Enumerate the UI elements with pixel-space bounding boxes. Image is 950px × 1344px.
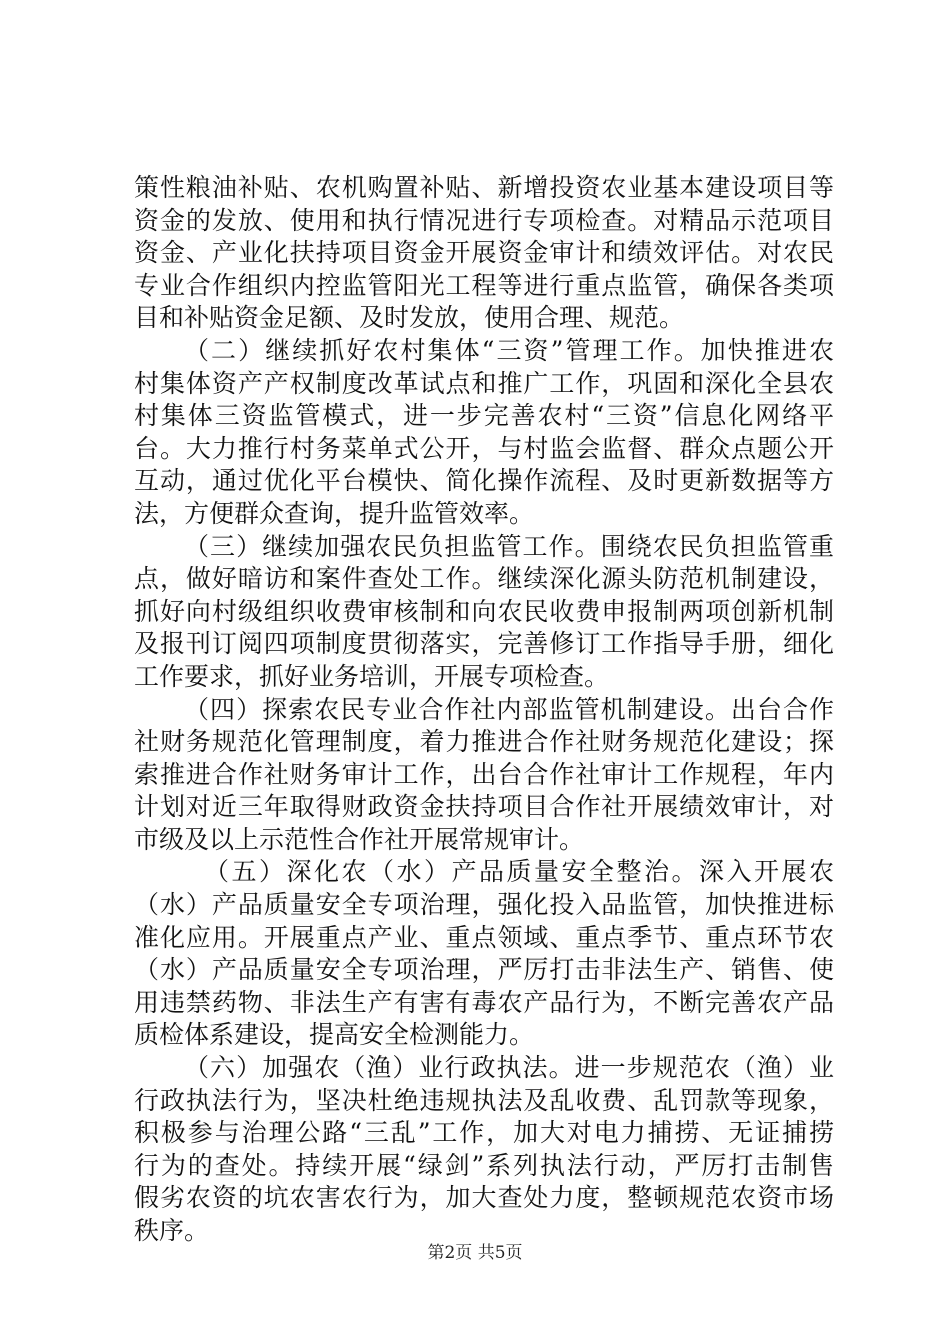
paragraph-heading-line: （二）继续抓好农村集体“三资”管理工作。加快推进农 [184, 335, 834, 365]
text-line: 及报刊订阅四项制度贯彻落实，完善修订工作指导手册，细化 [134, 629, 834, 659]
paragraph-heading-line: （六）加强农（渔）业行政执法。进一步规范农（渔）业 [184, 1053, 834, 1083]
text-line: 社财务规范化管理制度，着力推进合作社财务规范化建设；探 [134, 727, 834, 757]
text-line: （水）产品质量安全专项治理，强化投入品监管，加快推进标 [134, 890, 834, 920]
text-line: 秩序。 [134, 1216, 210, 1245]
text-line: 专业合作组织内控监管阳光工程等进行重点监管，确保各类项 [134, 270, 834, 300]
text-line: 索推进合作社财务审计工作，出台合作社审计工作规程，年内 [134, 759, 834, 789]
text-line: 行为的查处。持续开展“绿剑”系列执法行动，严厉打击制售 [134, 1150, 834, 1180]
text-line: 台。大力推行村务菜单式公开，与村监会监督、群众点题公开 [134, 433, 834, 463]
text-line: 村集体三资监管模式，进一步完善农村“三资”信息化网络平 [134, 401, 834, 431]
document-body [134, 172, 834, 1248]
text-line: （水）产品质量安全专项治理，严厉打击非法生产、销售、使 [134, 955, 834, 985]
text-line: 目和补贴资金足额、及时发放，使用合理、规范。 [134, 303, 685, 333]
text-line: 资金的发放、使用和执行情况进行专项检查。对精品示范项目 [134, 205, 834, 235]
text-line: 行政执法行为，坚决杜绝违规执法及乱收费、乱罚款等现象， [134, 1085, 834, 1115]
text-line: 假劣农资的坑农害农行为，加大查处力度，整顿规范农资市场 [134, 1183, 834, 1213]
text-line: 村集体资产产权制度改革试点和推广工作，巩固和深化全县农 [134, 368, 834, 398]
text-line: 计划对近三年取得财政资金扶持项目合作社开展绩效审计，对 [134, 792, 834, 822]
text-line: 策性粮油补贴、农机购置补贴、新增投资农业基本建设项目等 [134, 173, 834, 202]
paragraph-heading-line: （五）深化农（水）产品质量安全整治。深入开展农 [204, 857, 834, 887]
text-line: 抓好向村级组织收费审核制和向农民收费申报制两项创新机制 [134, 596, 834, 626]
text-line: 质检体系建设，提高安全检测能力。 [134, 1020, 535, 1050]
text-line: 点，做好暗访和案件查处工作。继续深化源头防范机制建设， [134, 564, 834, 594]
paragraph-heading-line: （四）探索农民专业合作社内部监管机制建设。出台合作 [184, 694, 834, 724]
page-footer: 第2页 共5页 [427, 1243, 523, 1263]
text-line: 互动，通过优化平台模快、简化操作流程、及时更新数据等方 [134, 466, 834, 496]
paragraph-heading-line: （三）继续加强农民负担监管工作。围绕农民负担监管重 [184, 531, 834, 561]
text-line: 准化应用。开展重点产业、重点领域、重点季节、重点环节农 [134, 922, 834, 952]
text-line: 市级及以上示范性合作社开展常规审计。 [134, 824, 585, 854]
text-line: 工作要求，抓好业务培训，开展专项检查。 [134, 661, 610, 691]
text-line: 资金、产业化扶持项目资金开展资金审计和绩效评估。对农民 [134, 238, 834, 268]
text-line: 积极参与治理公路“三乱”工作，加大对电力捕捞、无证捕捞 [134, 1118, 834, 1148]
text-line: 用违禁药物、非法生产有害有毒农产品行为，不断完善农产品 [134, 987, 834, 1017]
text-line: 法，方便群众查询，提升监管效率。 [134, 498, 535, 528]
